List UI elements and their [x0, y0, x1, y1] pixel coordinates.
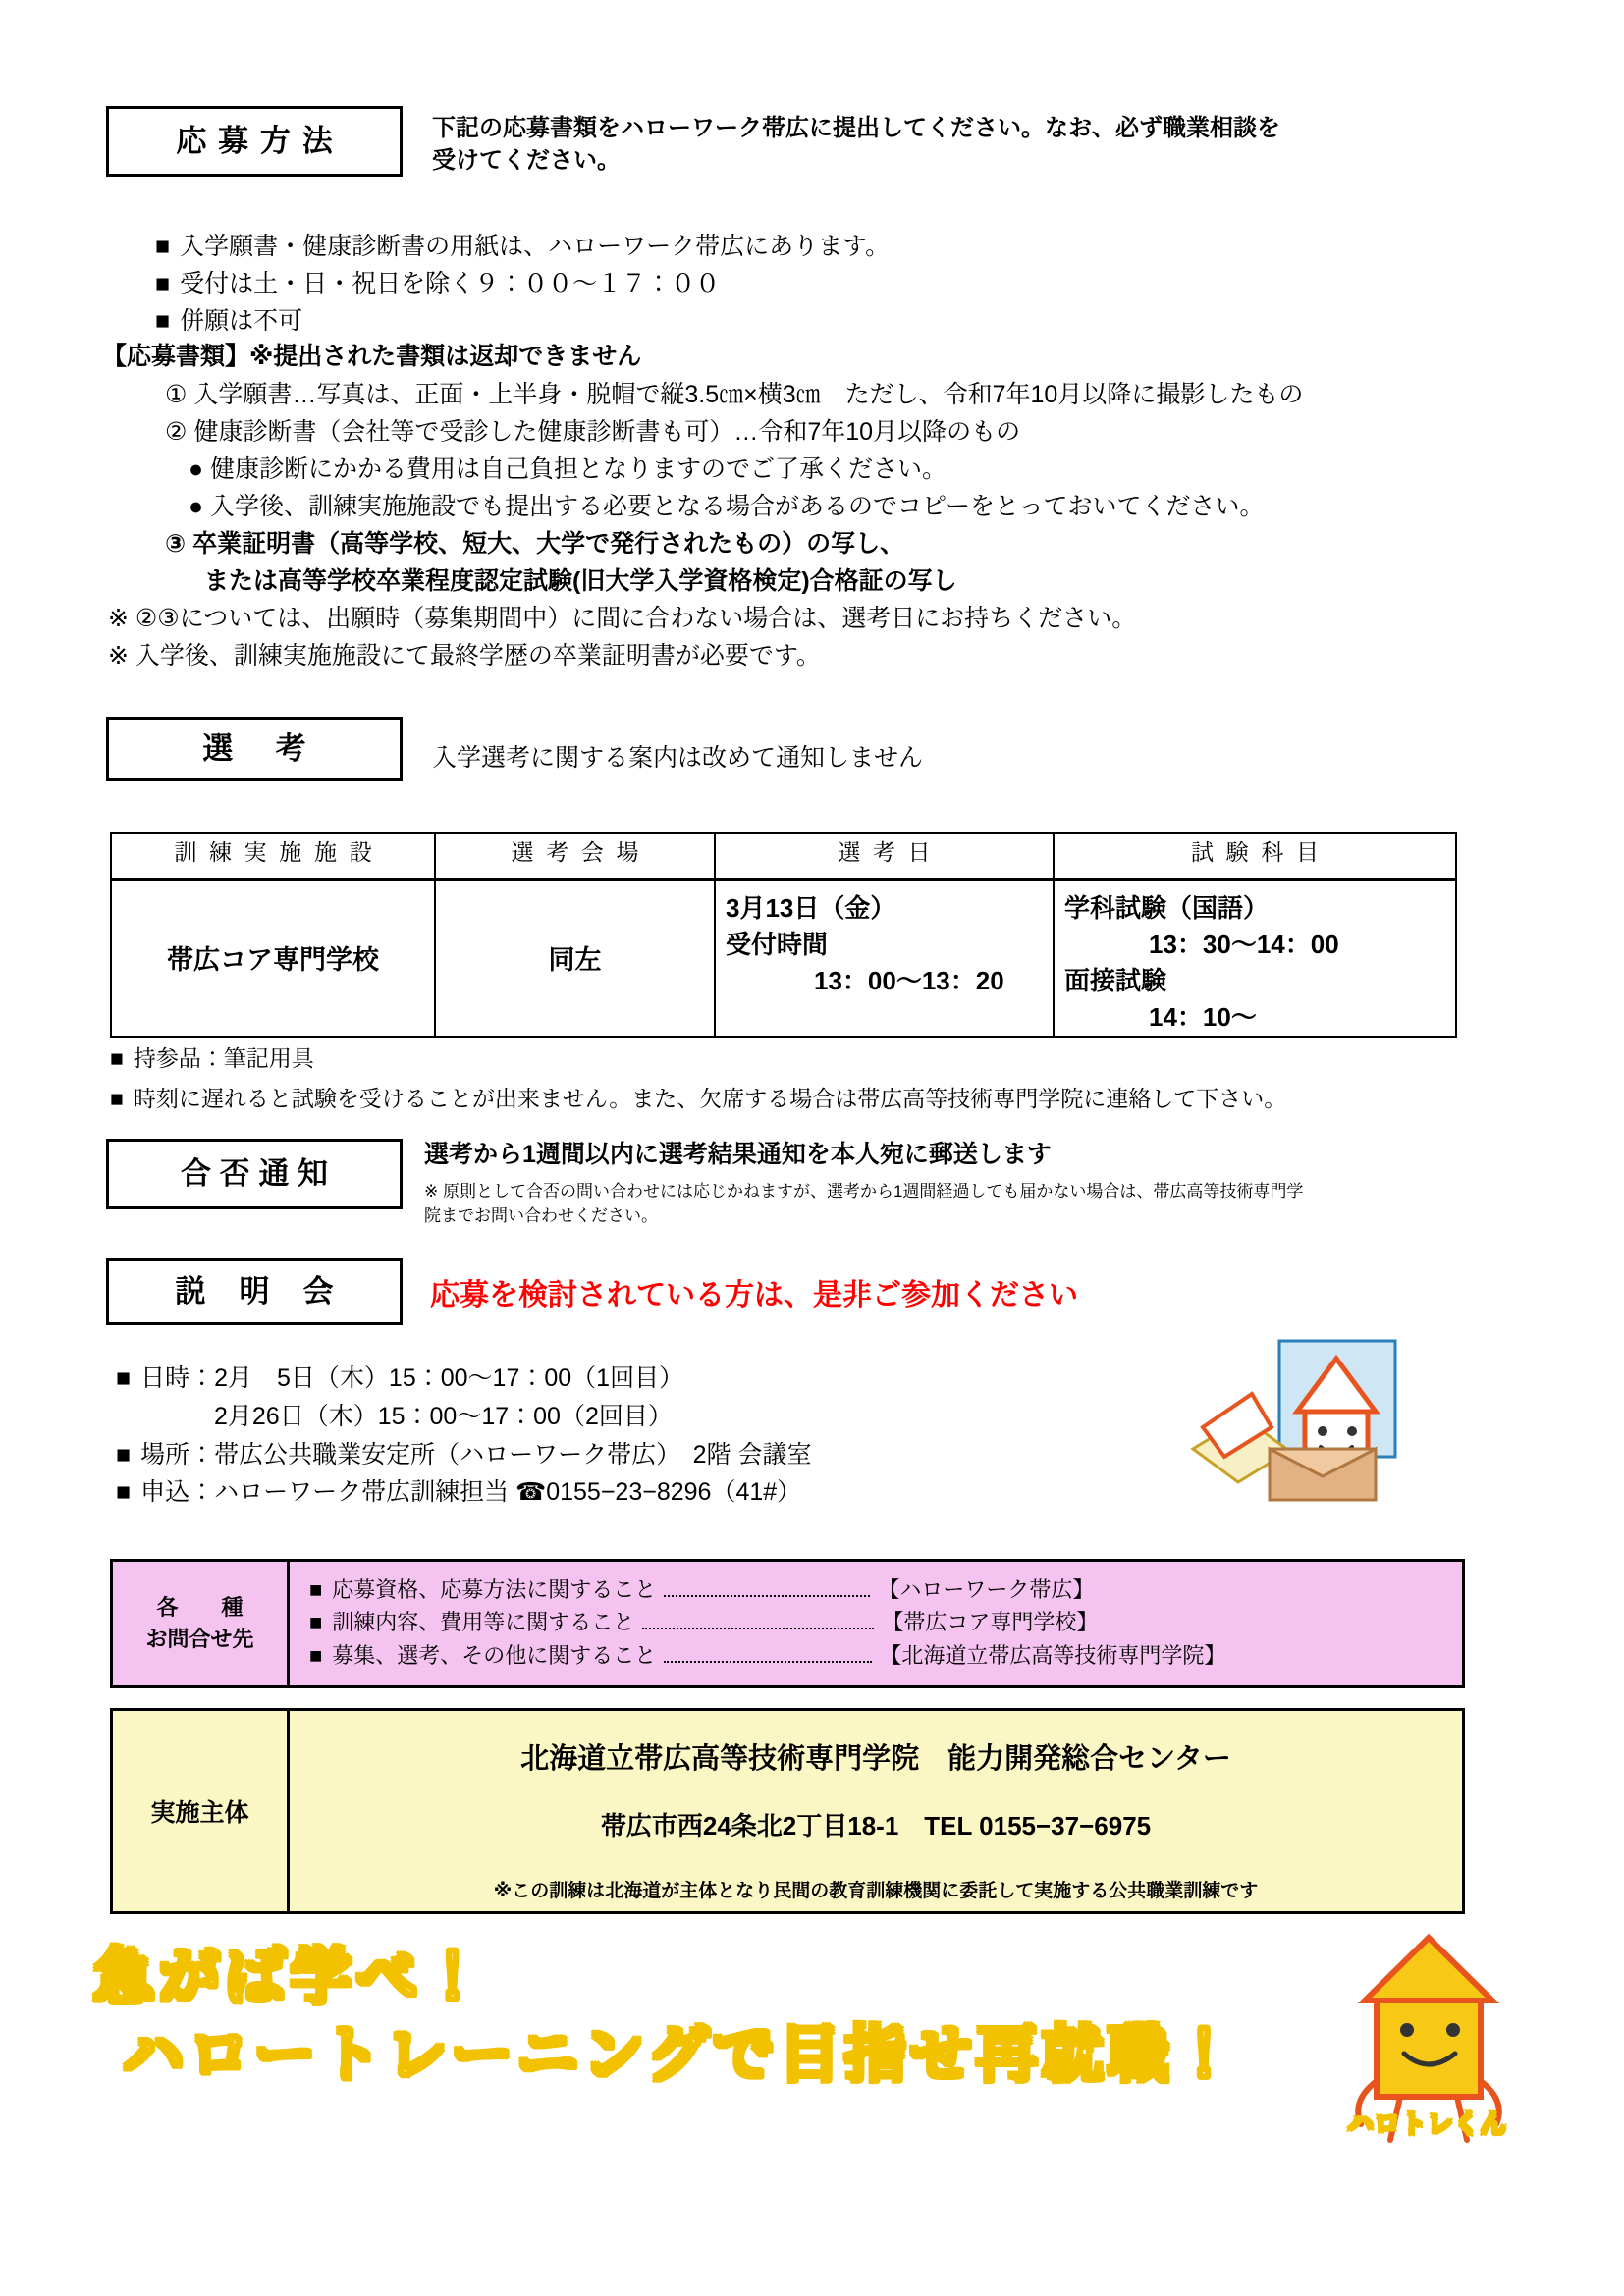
- document-item-3-line1: ③ 卒業証明書（高等学校、短大、大学で発行されたもの）の写し、: [165, 529, 905, 558]
- square-bullet-icon: ■: [116, 1478, 132, 1507]
- hello-training-mascot-illustration: [1173, 1333, 1458, 1520]
- contacts-box: [110, 1559, 1465, 1688]
- result-notification-section: [106, 1139, 1540, 1229]
- list-item-label: 時刻に遅れると試験を受けることが出来ません。また、欠席する場合は帯広高等技術専門学院に連絡して下さい。: [133, 1085, 1287, 1111]
- cell-subject-line2: 13：30〜14：00: [1149, 929, 1339, 959]
- application-bullet-list: [128, 228, 1542, 340]
- contacts-list: [290, 1562, 1462, 1685]
- organizer-box: [110, 1708, 1465, 1914]
- contact-topic: 訓練内容、費用等に関すること: [332, 1610, 635, 1635]
- square-bullet-icon: ■: [309, 1610, 323, 1635]
- briefing-place-label: 場所：: [140, 1440, 215, 1468]
- list-item: [110, 1039, 1543, 1079]
- result-notification-sub-line1: ※ 原則として合否の問い合わせには応じかねますが、選考から1週間経過しても届かない場合は、帯広高等技術専門学: [424, 1181, 1304, 1201]
- square-bullet-icon: ■: [309, 1642, 323, 1668]
- list-item-label: 併願は不可: [180, 307, 303, 335]
- application-method-lead: [432, 106, 1280, 177]
- contact-target: 【帯広コア専門学校】: [882, 1610, 1099, 1635]
- document-item-2: ② 健康診断書（会社等で受診した健康診断書も可）…令和7年10月以降のもの: [165, 417, 1021, 446]
- cell-subject-line3: 面接試験: [1064, 965, 1167, 995]
- list-item-label: 入学願書・健康診断書の用紙は、ハローワーク帯広にあります。: [180, 233, 891, 260]
- briefing-header-label: 説明会: [175, 1274, 367, 1308]
- result-notification-header: 合否通知: [106, 1139, 403, 1209]
- selection-header: [106, 717, 403, 781]
- list-item: [309, 1606, 1462, 1638]
- organizer-body: [290, 1711, 1462, 1911]
- col-header-facility: 訓練実施施設: [111, 833, 435, 880]
- organizer-name: 北海道立帯広高等技術専門学院 能力開発総合センター: [520, 1743, 1231, 1775]
- required-documents-title: 【応募書類】※提出された書類は返却できません: [102, 343, 642, 370]
- result-notification-sub: [424, 1179, 1504, 1230]
- cell-subjects: [1054, 880, 1456, 1037]
- selection-lead: 入学選考に関する案内は改めて通知しません: [432, 744, 924, 772]
- list-item: [110, 1079, 1543, 1119]
- square-bullet-icon: ■: [110, 1085, 124, 1111]
- organizer-note: ※この訓練は北海道が主体となり民間の教育訓練機関に委託して実施する公共職業訓練です: [493, 1881, 1259, 1901]
- slogan-block: [93, 1939, 1399, 2095]
- document-item-3-line2: または高等学校卒業程度認定試験(旧大学入学資格検定)合格証の写し: [204, 566, 957, 595]
- cell-date-line1: 3月13日（金）: [726, 893, 896, 923]
- list-item: [309, 1574, 1462, 1606]
- result-notification-body: [424, 1139, 1504, 1229]
- contacts-label-line1: 各 種: [156, 1595, 254, 1621]
- slogan-line-1: 急がば学べ！: [93, 1944, 488, 2011]
- col-header-venue: 選考会場: [435, 833, 715, 880]
- briefing-datetime: [116, 1360, 1098, 1398]
- contact-target: 【ハローワーク帯広】: [878, 1577, 1095, 1602]
- document-asterisk-note-1: ※ ②③については、出願時（募集期間中）に間に合わない場合は、選考日にお持ちください。: [108, 604, 1137, 632]
- briefing-lead: 応募を検討されている方は、是非ご参加ください: [430, 1279, 1078, 1311]
- dotted-leader: [664, 1649, 872, 1663]
- briefing-datetime-line2-row: [116, 1398, 1098, 1436]
- briefing-apply: [116, 1473, 1098, 1512]
- square-bullet-icon: ■: [155, 233, 171, 260]
- briefing-datetime-line2: 2月26日（木）15：00〜17：00（2回目）: [214, 1402, 673, 1430]
- contact-topic: 応募資格、応募方法に関すること: [332, 1577, 657, 1602]
- contact-target: 【北海道立帯広高等技術専門学院】: [880, 1642, 1226, 1668]
- organizer-label: 実施主体: [113, 1711, 290, 1911]
- col-header-subjects: 試験科目: [1054, 833, 1456, 880]
- application-method-lead-line2: 受けてください。: [432, 147, 621, 175]
- square-bullet-icon: ■: [155, 270, 171, 297]
- slogan-line-2: ハロートレーニングで目指せ再就職！: [123, 2021, 1240, 2090]
- briefing-datetime-line1: 2月 5日（木）15：00〜17：00（1回目）: [214, 1364, 684, 1392]
- organizer-address: 帯広市西24条北2丁目18-1 TEL 0155−37−6975: [600, 1811, 1152, 1841]
- table-header-row: [111, 833, 1456, 880]
- selection-notes: [110, 1039, 1543, 1119]
- square-bullet-icon: ■: [155, 307, 171, 335]
- briefing-place: [116, 1436, 1098, 1474]
- square-bullet-icon: ■: [110, 1045, 124, 1071]
- contacts-label: [113, 1562, 290, 1685]
- briefing-apply-value: ハローワーク帯広訓練担当 ☎0155−23−8296（41#）: [214, 1478, 802, 1507]
- selection-schedule-table: [110, 832, 1457, 1038]
- list-item: [128, 265, 1542, 302]
- cell-date: [715, 880, 1054, 1037]
- list-item-label: 受付は土・日・祝日を除く９：００〜１７：００: [180, 270, 721, 297]
- cell-subject-line1: 学科試験（国語）: [1064, 893, 1270, 923]
- briefing-header: [106, 1258, 403, 1325]
- briefing-details: [116, 1360, 1098, 1512]
- contacts-label-line2: お問合せ先: [145, 1627, 254, 1652]
- document-note-2: ● 入学後、訓練実施施設でも提出する必要となる場合があるのでコピーをとっておいてください。: [189, 492, 1265, 520]
- contact-topic: 募集、選考、その他に関すること: [332, 1642, 657, 1668]
- document-asterisk-note-2: ※ 入学後、訓練実施施設にて最終学歴の卒業証明書が必要です。: [108, 641, 821, 669]
- cell-subject-line4: 14：10〜: [1149, 1001, 1257, 1032]
- cell-date-line3: 13：00〜13：20: [814, 965, 1004, 995]
- square-bullet-icon: ■: [116, 1440, 132, 1468]
- list-item: [128, 228, 1542, 265]
- result-notification-main: 選考から1週間以内に選考結果通知を本人宛に郵送します: [424, 1141, 1052, 1168]
- application-method-lead-line1: 下記の応募書類をハローワーク帯広に提出してください。なお、必ず職業相談を: [432, 115, 1280, 141]
- briefing-datetime-label: 日時：: [140, 1364, 215, 1392]
- cell-date-line2: 受付時間: [726, 929, 829, 959]
- mascot-name-label: ハロトレくん: [1347, 2109, 1506, 2139]
- application-method-section: [106, 106, 1540, 177]
- list-item: [309, 1639, 1462, 1672]
- briefing-place-value: 帯広公共職業安定所（ハローワーク帯広） 2階 会議室: [214, 1440, 812, 1468]
- list-item: [128, 302, 1542, 340]
- application-method-header: 応募方法: [106, 106, 403, 177]
- document-note-1: ● 健康診断にかかる費用は自己負担となりますのでご了承ください。: [189, 454, 947, 483]
- col-header-date: 選考日: [715, 833, 1054, 880]
- briefing-apply-label: 申込：: [140, 1478, 215, 1507]
- selection-header-label: 選考: [202, 731, 350, 766]
- result-notification-sub-line2: 院までお問い合わせください。: [424, 1206, 658, 1226]
- list-item-label: 持参品：筆記用具: [133, 1045, 314, 1071]
- required-documents-section: [102, 339, 1545, 674]
- square-bullet-icon: ■: [309, 1577, 323, 1602]
- table-row: [111, 880, 1456, 1037]
- dotted-leader: [664, 1583, 870, 1597]
- cell-facility: 帯広コア専門学校: [111, 880, 435, 1037]
- cell-venue: 同左: [435, 880, 715, 1037]
- dotted-leader: [642, 1616, 874, 1629]
- document-item-1: ① 入学願書…写真は、正面・上半身・脱帽で縦3.5㎝×横3㎝ ただし、令和7年10月以降に撮影したもの: [165, 380, 1304, 408]
- square-bullet-icon: ■: [116, 1364, 132, 1392]
- briefing-section: [106, 1258, 1540, 1325]
- selection-section: [106, 717, 1540, 781]
